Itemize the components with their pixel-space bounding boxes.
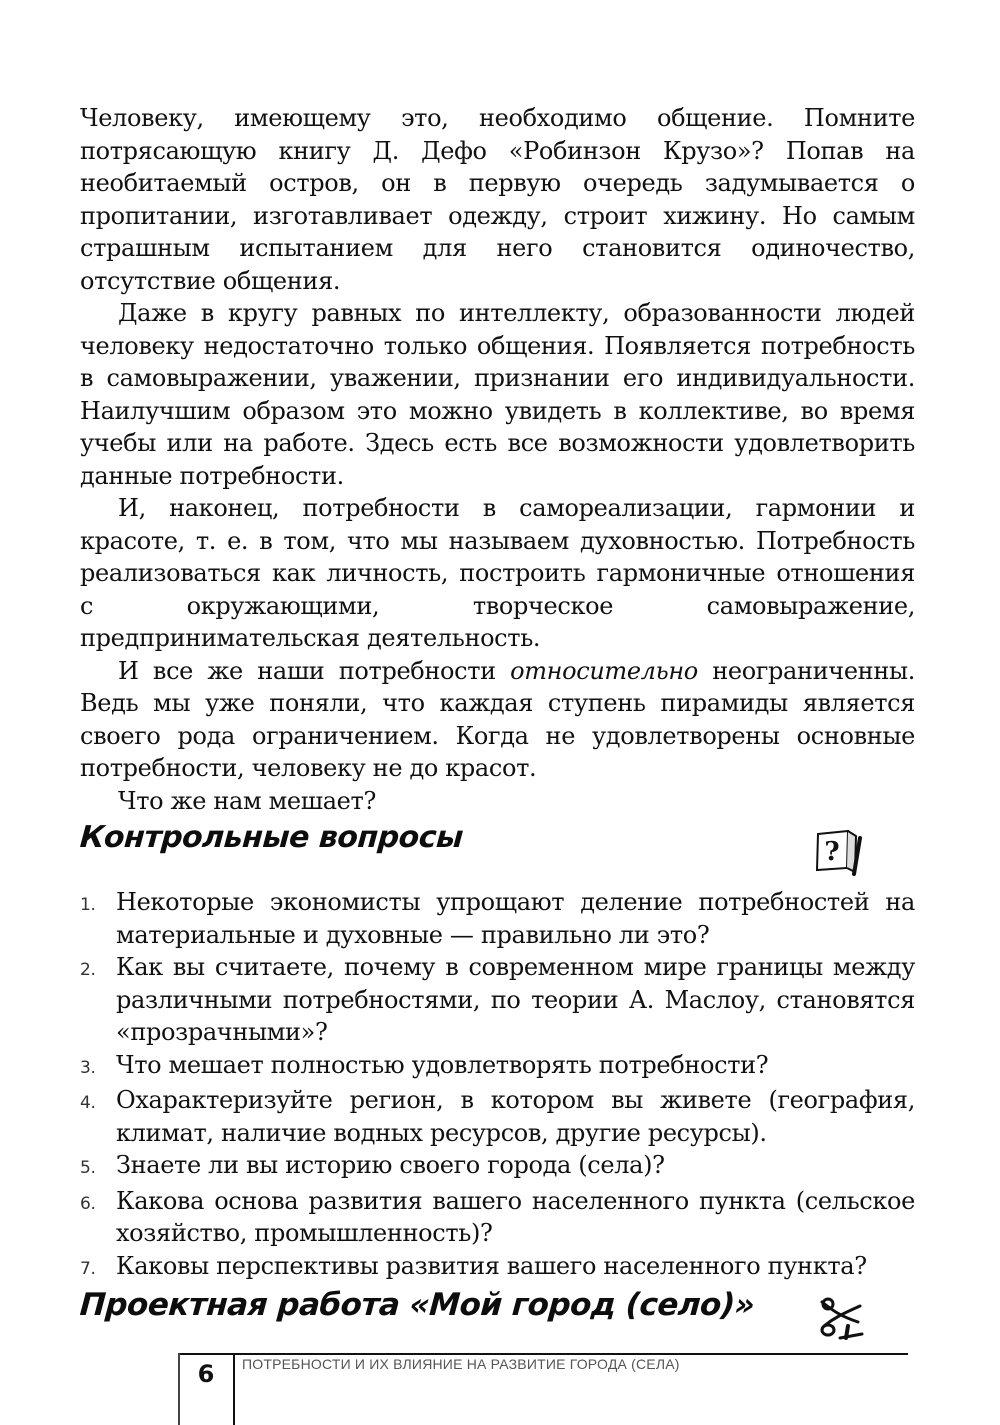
question-number: 5. (80, 1158, 96, 1178)
question-text: Знаете ли вы историю своего города (села)? (116, 1151, 665, 1179)
footer-rule (180, 1353, 908, 1355)
question-item (80, 1149, 915, 1185)
question-number: 7. (80, 1258, 96, 1279)
question-text: Какова основа развития вашего населенного пункта (сельское хозяйство, промышленность)? (116, 1186, 915, 1247)
question-number: 1. (80, 895, 96, 915)
question-number: 2. (80, 960, 96, 980)
running-title: ПОТРЕБНОСТИ И ИХ ВЛИЯНИЕ НА РАЗВИТИЕ ГОРОДА (СЕЛА) (242, 1356, 680, 1372)
paragraph-2: Даже в кругу равных по интеллекту, образованности людей человеку недостаточно только общения. Появляется потребность в самовыражении, уважении, признании его индивидуальности. Наилучшим образом это можно увидеть в коллективе, во время учебы или на работе. Здесь есть все возможности удовлетворить данные потребности. (80, 299, 915, 490)
question-text: Некоторые экономисты упрощают деление потребностей на материальные и духовные — правильно ли это? (116, 888, 915, 949)
project-heading: Проектная работа «Мой город (село)» (78, 1287, 756, 1323)
question-number: 4. (80, 1093, 96, 1113)
question-item (80, 951, 915, 1049)
question-text: Что мешает полностью удовлетворять потребности? (116, 1050, 769, 1079)
control-questions-list (80, 886, 915, 1285)
question-mark-icon (814, 828, 864, 876)
question-number: 3. (80, 1057, 96, 1078)
question-item (80, 1185, 915, 1250)
question-item (80, 886, 915, 951)
paragraph-5: Что же нам мешает? (118, 786, 376, 815)
question-item (80, 1250, 915, 1286)
page-number: 6 (197, 1360, 215, 1388)
paragraph-4-start: И все же наши потребности (118, 656, 511, 685)
question-item (80, 1049, 915, 1085)
question-number: 6. (80, 1193, 96, 1214)
paragraph-4 (80, 655, 915, 785)
footer-divider (233, 1353, 235, 1425)
question-text: Каковы перспективы развития вашего населенного пункта? (116, 1251, 867, 1280)
body-text (80, 102, 915, 817)
paragraph-4-end: неограниченны. Ведь мы уже поняли, что каждая ступень пирамиды является своего рода ограничением. Когда не удовлетворены основные потребности, человеку не до красот. (80, 656, 915, 782)
control-questions-heading: Контрольные вопросы (78, 820, 464, 855)
question-text: Как вы считаете, почему в современном мире границы между различными потребностями, по теории А. Маслоу, становятся «прозрачными»? (116, 953, 915, 1046)
paragraph-3: И, наконец, потребности в самореализации, гармонии и красоте, т. е. в том, что мы называем духовностью. Потребность реализоваться как личность, построить гармоничные отношения с окружающими, творческое самовыражение, предпринимательская деятельность. (80, 494, 915, 652)
paragraph-1: Человеку, имеющему это, необходимо общение. Помните потрясающую книгу Д. Дефо «Робинзон Крузо»? Попав на необитаемый остров, он в первую очередь задумывается о пропитании, изготавливает одежду, строит хижину. Но самым страшным испытанием для него становится одиночество, отсутствие общения. (80, 104, 915, 295)
question-item (80, 1084, 915, 1149)
scissors-icon (818, 1296, 868, 1340)
emphasis-relatively: относительно (510, 656, 698, 685)
question-text: Охарактеризуйте регион, в котором вы живете (география, климат, наличие водных ресурсов, другие ресурсы). (116, 1086, 915, 1147)
question-mark-glyph: ? (824, 837, 840, 867)
